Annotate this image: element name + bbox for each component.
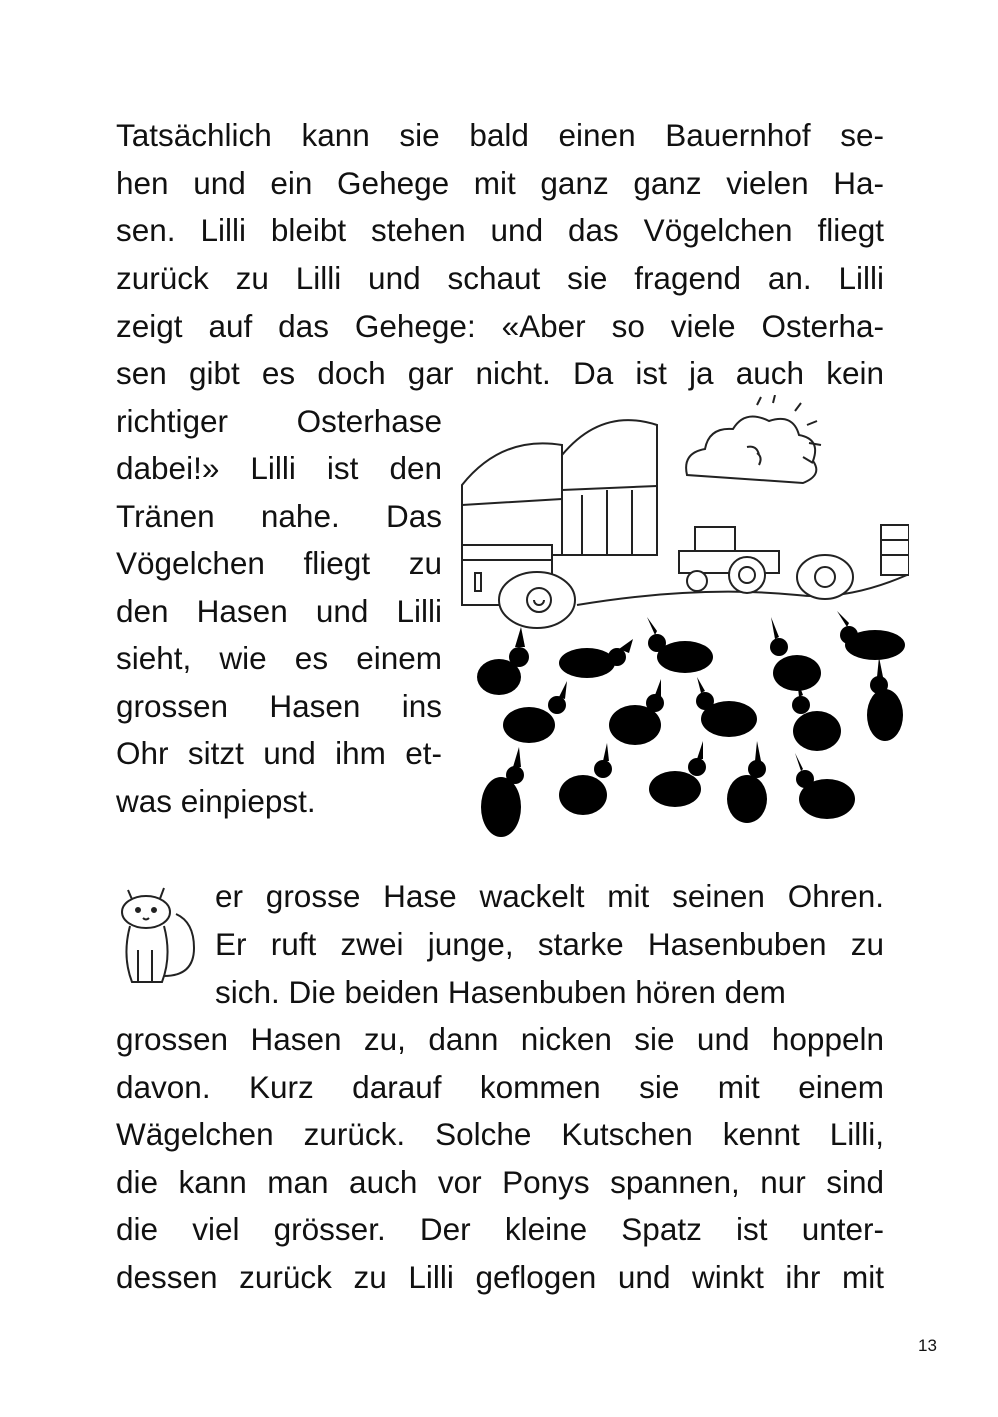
text-line: davon. Kurz darauf kommen sie mit einem: [116, 1069, 884, 1105]
text-line: Tränen nahe. Das: [116, 498, 442, 534]
text-line: Er ruft zwei junge, starke Hasenbuben zu: [215, 926, 884, 962]
text-line: Vögelchen fliegt zu: [116, 545, 442, 581]
text-line: hen und ein Gehege mit ganz ganz vielen Ha-: [116, 165, 884, 201]
text-line: Wägelchen zurück. Solche Kutschen kennt Lilli,: [116, 1116, 884, 1152]
text-line: sich. Die beiden Hasenbuben hören dem: [215, 974, 786, 1010]
text-line: Ohr sitzt und ihm et-: [116, 735, 442, 771]
text-line: Tatsächlich kann sie bald einen Bauernhof se-: [116, 117, 884, 153]
text-line: den Hasen und Lilli: [116, 593, 442, 629]
text-line: er grosse Hase wackelt mit seinen Ohren.: [215, 878, 884, 914]
text-line: sen. Lilli bleibt stehen und das Vögelchen fliegt: [116, 212, 884, 248]
text-line: was einpiepst.: [116, 783, 316, 819]
text-line: richtiger Osterhase: [116, 403, 442, 439]
text-line: sen gibt es doch gar nicht. Da ist ja auch kein: [116, 355, 884, 391]
text-line: zeigt auf das Gehege: «Aber so viele Osterha-: [116, 308, 884, 344]
text-line: zurück zu Lilli und schaut sie fragend an. Lilli: [116, 260, 884, 296]
text-line: dessen zurück zu Lilli geflogen und winkt ihr mit: [116, 1259, 884, 1295]
page-number: 13: [918, 1336, 937, 1355]
text-line: grossen Hasen zu, dann nicken sie und hoppeln: [116, 1021, 884, 1057]
farm-illustration: [457, 395, 909, 847]
text-line: dabei!» Lilli ist den: [116, 450, 442, 486]
text-line: sieht, wie es einem: [116, 640, 442, 676]
text-line: die viel grösser. Der kleine Spatz ist unter-: [116, 1211, 884, 1247]
text-line: grossen Hasen ins: [116, 688, 442, 724]
text-line: die kann man auch vor Ponys spannen, nur sind: [116, 1164, 884, 1200]
cat-dropcap-illustration: [116, 880, 202, 988]
